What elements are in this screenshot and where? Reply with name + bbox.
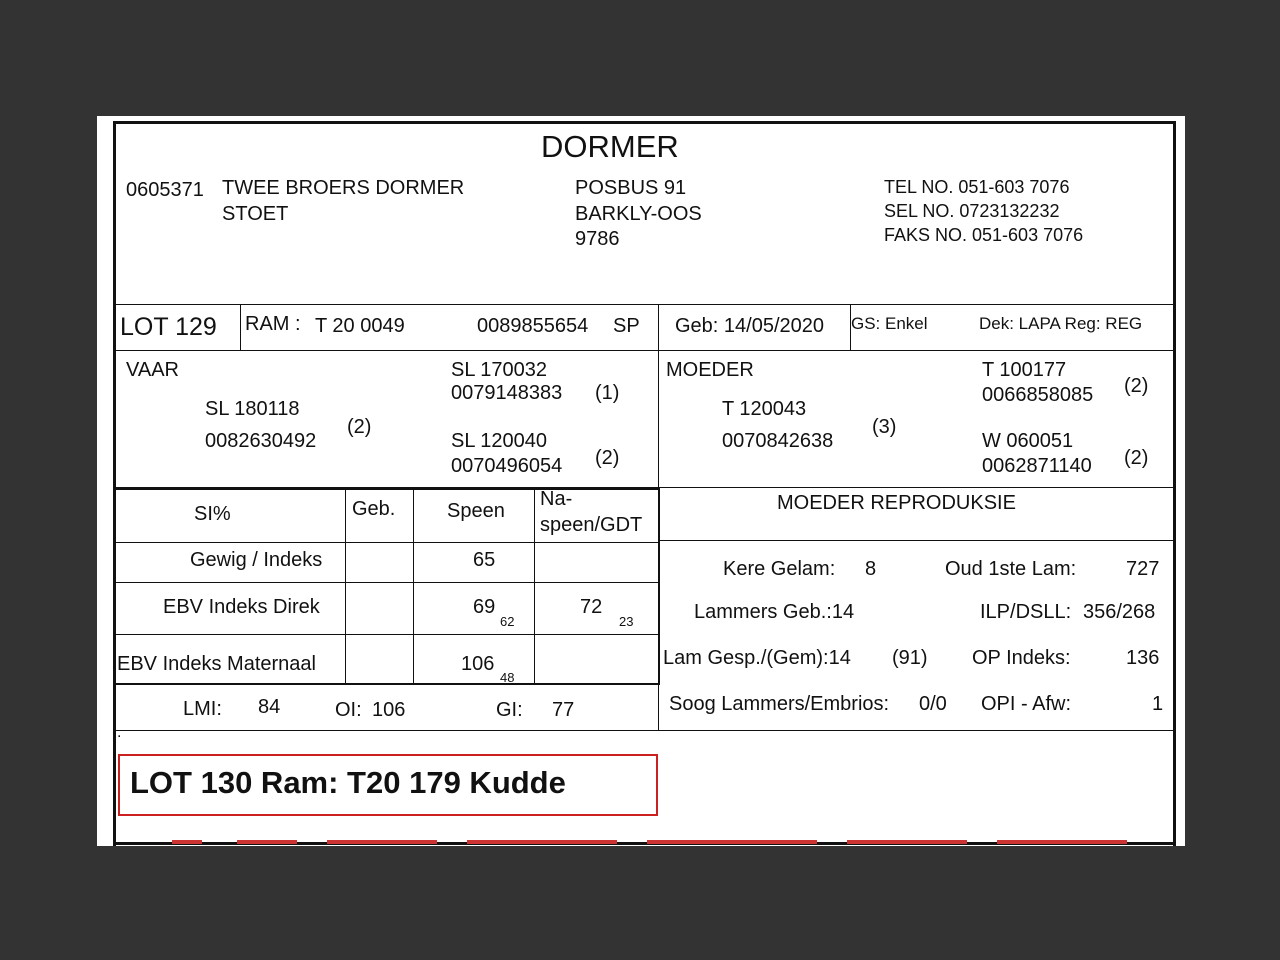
maternaal-speen-accuracy: 48: [500, 670, 515, 685]
breeder-name-line2: STOET: [222, 203, 289, 225]
dam-label: MOEDER: [666, 359, 754, 381]
ram-id: T 20 0049: [315, 315, 405, 337]
lmi-value: 84: [258, 696, 281, 718]
speen-header: Speen: [447, 500, 505, 522]
fax-number: FAKS NO. 051-603 7076: [884, 225, 1084, 245]
dam-id: T 120043: [722, 398, 807, 420]
sire-id: SL 180118: [205, 398, 300, 420]
next-lot-highlight: [118, 754, 658, 816]
oi-value: 106: [372, 699, 406, 721]
repro-right-value-4: 1: [1152, 693, 1164, 715]
repro-left-value-1: 8: [865, 558, 877, 580]
sire-sire-number: 0079148383: [451, 382, 563, 404]
dam-dam-mark: (2): [1124, 447, 1149, 469]
address-line1: POSBUS 91: [575, 177, 687, 199]
gi-label: GI:: [496, 699, 523, 721]
breeder-code: 0605371: [126, 179, 204, 201]
birth-status: GS: Enkel: [851, 314, 928, 333]
row-label-ebv-direk: EBV Indeks Direk: [163, 596, 320, 618]
cut-text-fragment: [327, 840, 437, 844]
dam-sire-mark: (2): [1124, 375, 1149, 397]
cut-text-fragment: [237, 840, 297, 844]
sire-sire-mark: (1): [595, 382, 620, 404]
sire-mark: (2): [347, 416, 372, 438]
dam-mark: (3): [872, 416, 897, 438]
repro-right-value-1: 727: [1126, 558, 1160, 580]
sire-dam-number: 0070496054: [451, 455, 563, 477]
repro-left-value-4: 0/0: [919, 693, 947, 715]
gewig-speen: 65: [473, 549, 496, 571]
cut-text-fragment: [997, 840, 1127, 844]
cut-text-fragment: [847, 840, 967, 844]
dam-dam-id: W 060051: [982, 430, 1074, 452]
sire-dam-id: SL 120040: [451, 430, 548, 452]
repro-left-label-2: Lammers Geb.:14: [694, 601, 855, 623]
birth-date: Geb: 14/05/2020: [675, 315, 825, 337]
cut-text-fragment: [172, 840, 202, 844]
naspeen-header-line1: Na-: [540, 488, 573, 510]
lot-number: LOT 129: [120, 313, 217, 341]
repro-right-label-2: ILP/DSLL:: [980, 601, 1072, 623]
next-lot-heading: LOT 130 Ram: T20 179 Kudde: [130, 765, 566, 800]
repro-right-label-1: Oud 1ste Lam:: [945, 558, 1077, 580]
repro-left-label-4: Soog Lammers/Embrios:: [669, 693, 890, 715]
repro-right-label-4: OPI - Afw:: [981, 693, 1072, 715]
direk-speen-accuracy: 62: [500, 614, 515, 629]
sire-number: 0082630492: [205, 430, 317, 452]
ram-registration-number: 0089855654: [477, 315, 589, 337]
geb-header: Geb.: [352, 498, 396, 520]
si-header: SI%: [194, 503, 231, 525]
direk-naspeen-accuracy: 23: [619, 614, 634, 629]
repro-left-value-3: (91): [892, 647, 928, 669]
gi-value: 77: [552, 699, 575, 721]
repro-left-label-3: Lam Gesp./(Gem):14: [663, 647, 851, 669]
repro-right-label-3: OP Indeks:: [972, 647, 1071, 669]
repro-left-label-1: Kere Gelam:: [723, 558, 836, 580]
row-label-gewig: Gewig / Indeks: [190, 549, 323, 571]
ram-label: RAM :: [245, 313, 301, 335]
dam-dam-number: 0062871140: [982, 455, 1092, 477]
repro-right-value-2: 356/268: [1083, 601, 1156, 623]
sire-sire-id: SL 170032: [451, 359, 548, 381]
dam-sire-id: T 100177: [982, 359, 1067, 381]
ram-sp: SP: [613, 315, 640, 337]
reproduction-title: MOEDER REPRODUKSIE: [777, 492, 1016, 514]
stray-dot: .: [117, 724, 122, 741]
cut-text-fragment: [467, 840, 617, 844]
oi-label: OI:: [335, 699, 362, 721]
cell-number: SEL NO. 0723132232: [884, 201, 1060, 221]
catalog-page: [97, 116, 1185, 846]
cut-text-fragment: [647, 840, 817, 844]
direk-naspeen: 72: [580, 596, 603, 618]
address-line3: 9786: [575, 228, 620, 250]
naspeen-header-line2: speen/GDT: [540, 514, 643, 536]
maternaal-speen: 106: [461, 653, 495, 675]
dek-registration: Dek: LAPA Reg: REG: [979, 314, 1143, 333]
row-label-ebv-maternaal: EBV Indeks Maternaal: [117, 653, 316, 675]
lot-card: [113, 121, 1176, 846]
dam-number: 0070842638: [722, 430, 834, 452]
dam-sire-number: 0066858085: [982, 384, 1094, 406]
breeder-name-line1: TWEE BROERS DORMER: [222, 177, 465, 199]
lmi-label: LMI:: [183, 698, 222, 720]
address-line2: BARKLY-OOS: [575, 203, 702, 225]
breed-title: DORMER: [541, 129, 679, 164]
sire-dam-mark: (2): [595, 447, 620, 469]
sire-label: VAAR: [126, 359, 179, 381]
direk-speen: 69: [473, 596, 496, 618]
repro-right-value-3: 136: [1126, 647, 1160, 669]
tel-number: TEL NO. 051-603 7076: [884, 177, 1070, 197]
